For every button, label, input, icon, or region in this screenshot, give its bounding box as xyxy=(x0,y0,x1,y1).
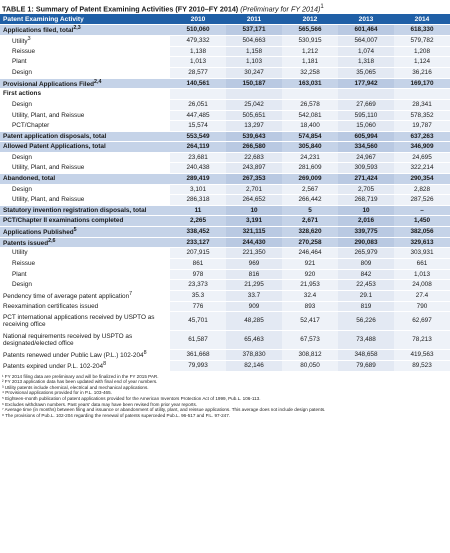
value-cell: 240,438 xyxy=(170,163,226,174)
value-cell xyxy=(170,89,226,100)
row-label-cell xyxy=(0,269,170,280)
row-label: Plant xyxy=(12,58,27,66)
row-label-cell xyxy=(0,227,170,238)
value-cell: 816 xyxy=(226,269,282,280)
table-row xyxy=(0,99,450,110)
row-label-footnote-ref: 5 xyxy=(73,227,77,234)
value-cell: 23,373 xyxy=(170,280,226,291)
patent-activity-table xyxy=(0,14,450,371)
row-label-cell xyxy=(0,301,170,312)
row-label: Design xyxy=(12,153,32,161)
column-header-2014: 2014 xyxy=(394,14,450,25)
row-label-cell xyxy=(0,89,170,100)
value-cell: 303,931 xyxy=(394,248,450,259)
table-row xyxy=(0,227,450,238)
value-cell: 89,523 xyxy=(394,360,450,371)
value-cell: 334,560 xyxy=(338,142,394,153)
table-row xyxy=(0,350,450,361)
column-header-2012: 2012 xyxy=(282,14,338,25)
row-label-cell xyxy=(0,184,170,195)
value-cell: 265,979 xyxy=(338,248,394,259)
row-label-footnote-ref: 3 xyxy=(27,36,31,43)
table-title-sup: 1 xyxy=(320,4,324,10)
value-cell: 233,127 xyxy=(170,237,226,248)
value-cell: 553,549 xyxy=(170,131,226,142)
row-label: Provisional Applications Filed xyxy=(3,80,95,88)
row-label-cell xyxy=(0,36,170,47)
table-row xyxy=(0,174,450,185)
value-cell: 1,181 xyxy=(282,57,338,68)
table-row xyxy=(0,360,450,371)
value-cell: 1,138 xyxy=(170,46,226,57)
row-label: Utility, Plant, and Reissue xyxy=(12,196,85,204)
value-cell: 56,226 xyxy=(338,312,394,331)
value-cell: 150,187 xyxy=(226,78,282,89)
value-cell: 244,430 xyxy=(226,237,282,248)
table-row xyxy=(0,290,450,301)
table-row xyxy=(0,269,450,280)
value-cell: 921 xyxy=(282,259,338,270)
table-row xyxy=(0,25,450,36)
value-cell: 637,263 xyxy=(394,131,450,142)
value-cell: 24,695 xyxy=(394,152,450,163)
table-row xyxy=(0,110,450,121)
table-row xyxy=(0,78,450,89)
footnotes xyxy=(0,372,450,419)
value-cell: 893 xyxy=(282,301,338,312)
value-cell: 447,485 xyxy=(170,110,226,121)
row-label: Reexamination certificates issued xyxy=(3,302,99,310)
row-label: Patents issued xyxy=(3,239,49,247)
row-label: Design xyxy=(12,100,32,108)
value-cell: 79,689 xyxy=(338,360,394,371)
value-cell: 2,705 xyxy=(338,184,394,195)
table-row xyxy=(0,68,450,79)
value-cell: 909 xyxy=(226,301,282,312)
row-label: PCT international applications received by USPTO as receiving office xyxy=(3,313,155,329)
value-cell: 270,258 xyxy=(282,237,338,248)
row-label-cell xyxy=(0,248,170,259)
column-header-2013: 2013 xyxy=(338,14,394,25)
value-cell xyxy=(338,89,394,100)
footnote: ¹ FY 2014 filing data are preliminary and will be finalized in the FY 2015 PAR. xyxy=(2,373,159,379)
row-label: Patents expired under P.L. 102-204 xyxy=(3,363,104,371)
value-cell: 264,119 xyxy=(170,142,226,153)
value-cell: 140,561 xyxy=(170,78,226,89)
row-label-cell xyxy=(0,312,170,331)
value-cell: 36,216 xyxy=(394,68,450,79)
value-cell: 1,212 xyxy=(282,46,338,57)
row-label-footnote-ref: 2,3 xyxy=(73,25,81,32)
footnote: ⁷ Average time (in months) between filing and issuance or abandonment of utility, plant, and reissue applications. This average does not include design patents. xyxy=(2,407,326,413)
value-cell: 26,578 xyxy=(282,99,338,110)
value-cell: 82,146 xyxy=(226,360,282,371)
value-cell: 969 xyxy=(226,259,282,270)
value-cell: 15,574 xyxy=(170,121,226,132)
value-cell: 419,563 xyxy=(394,350,450,361)
row-label: Plant xyxy=(12,270,27,278)
value-cell: 809 xyxy=(338,259,394,270)
value-cell: 35,065 xyxy=(338,68,394,79)
value-cell: 2,567 xyxy=(282,184,338,195)
table-row xyxy=(0,89,450,100)
value-cell: 27.4 xyxy=(394,290,450,301)
row-label: Patent application disposals, total xyxy=(3,132,107,140)
value-cell: 776 xyxy=(170,301,226,312)
value-cell: 1,318 xyxy=(338,57,394,68)
value-cell xyxy=(226,89,282,100)
row-label: First actions xyxy=(3,90,41,98)
table-row xyxy=(0,205,450,216)
value-cell: 163,031 xyxy=(282,78,338,89)
value-cell: 26,051 xyxy=(170,99,226,110)
value-cell: 1,158 xyxy=(226,46,282,57)
value-cell: 246,464 xyxy=(282,248,338,259)
row-label: National requirements received by USPTO as designated/elected office xyxy=(3,332,133,348)
table-row xyxy=(0,237,450,248)
table-row xyxy=(0,248,450,259)
row-label-cell xyxy=(0,68,170,79)
value-cell: 842 xyxy=(338,269,394,280)
table-row xyxy=(0,259,450,270)
value-cell: 505,651 xyxy=(226,110,282,121)
row-label: Design xyxy=(12,185,32,193)
table-row xyxy=(0,163,450,174)
row-label-cell xyxy=(0,350,170,361)
table-row xyxy=(0,152,450,163)
table-row xyxy=(0,280,450,291)
row-label-cell xyxy=(0,152,170,163)
value-cell: 24,967 xyxy=(338,152,394,163)
value-cell: 3,191 xyxy=(226,216,282,227)
value-cell: 243,897 xyxy=(226,163,282,174)
row-label-cell xyxy=(0,331,170,350)
row-label: Applications filed, total xyxy=(3,27,74,35)
table-row xyxy=(0,312,450,331)
value-cell: 67,573 xyxy=(282,331,338,350)
row-label-cell xyxy=(0,216,170,227)
table-row xyxy=(0,121,450,132)
value-cell: 601,464 xyxy=(338,25,394,36)
table-title-note: (Preliminary for FY 2014) xyxy=(240,4,321,14)
footnote: ⁵ Eighteen-month publication of patent applications provided for the American Inventors Protection Act of 1999, Pub.L. 106-113. xyxy=(2,395,261,401)
value-cell: 290,354 xyxy=(394,174,450,185)
value-cell: 978 xyxy=(170,269,226,280)
value-cell: 21,953 xyxy=(282,280,338,291)
value-cell: 29.1 xyxy=(338,290,394,301)
value-cell: 321,115 xyxy=(226,227,282,238)
value-cell: 271,424 xyxy=(338,174,394,185)
footnote: ⁸ The provisions of Pub.L. 102-204 regarding the renewal of patents superceded Pub.L. 96-517 and P.L. 97-247. xyxy=(2,412,231,418)
table-row xyxy=(0,195,450,206)
value-cell: 537,171 xyxy=(226,25,282,36)
value-cell: 21,295 xyxy=(226,280,282,291)
value-cell xyxy=(394,89,450,100)
row-label: PCT/Chapter xyxy=(12,122,50,130)
row-label-cell xyxy=(0,121,170,132)
value-cell: 78,213 xyxy=(394,331,450,350)
row-label-footnote-ref: 8 xyxy=(143,350,147,357)
value-cell: 618,330 xyxy=(394,25,450,36)
value-cell: 80,050 xyxy=(282,360,338,371)
value-cell: 289,419 xyxy=(170,174,226,185)
table-row xyxy=(0,216,450,227)
table-row xyxy=(0,184,450,195)
value-cell: 2,671 xyxy=(282,216,338,227)
row-label: Utility xyxy=(12,249,28,257)
row-label-cell xyxy=(0,163,170,174)
row-label-cell xyxy=(0,290,170,301)
row-label-footnote-ref: 2,4 xyxy=(94,78,102,85)
value-cell: 564,007 xyxy=(338,36,394,47)
table-row xyxy=(0,142,450,153)
value-cell: 920 xyxy=(282,269,338,280)
value-cell: 542,081 xyxy=(282,110,338,121)
value-cell: 52,417 xyxy=(282,312,338,331)
value-cell: 2,016 xyxy=(338,216,394,227)
value-cell: 19,787 xyxy=(394,121,450,132)
value-cell: 790 xyxy=(394,301,450,312)
value-cell: 18,400 xyxy=(282,121,338,132)
value-cell: 45,701 xyxy=(170,312,226,331)
value-cell: 308,812 xyxy=(282,350,338,361)
value-cell xyxy=(282,89,338,100)
value-cell: 32.4 xyxy=(282,290,338,301)
table-row xyxy=(0,46,450,57)
value-cell: 382,056 xyxy=(394,227,450,238)
value-cell: 346,909 xyxy=(394,142,450,153)
value-cell: 595,110 xyxy=(338,110,394,121)
value-cell: – xyxy=(394,205,450,216)
footnote: ⁶ Excludes withdrawn numbers. Past years' data may have been revised from prior year reports. xyxy=(2,401,198,407)
row-label-cell xyxy=(0,360,170,371)
value-cell: 15,060 xyxy=(338,121,394,132)
value-cell: 565,566 xyxy=(282,25,338,36)
value-cell: 861 xyxy=(170,259,226,270)
value-cell: 305,840 xyxy=(282,142,338,153)
row-label-cell xyxy=(0,237,170,248)
value-cell: 24,231 xyxy=(282,152,338,163)
value-cell: 32,258 xyxy=(282,68,338,79)
row-label-cell xyxy=(0,280,170,291)
value-cell: 48,285 xyxy=(226,312,282,331)
row-label-cell xyxy=(0,25,170,36)
value-cell: 35.3 xyxy=(170,290,226,301)
value-cell: 539,643 xyxy=(226,131,282,142)
row-label-footnote-ref: 7 xyxy=(129,290,133,297)
row-label-cell xyxy=(0,142,170,153)
value-cell: 309,593 xyxy=(338,163,394,174)
value-cell: 287,526 xyxy=(394,195,450,206)
value-cell: 281,609 xyxy=(282,163,338,174)
value-cell: 578,352 xyxy=(394,110,450,121)
row-label: Utility, Plant, and Reissue xyxy=(12,111,85,119)
value-cell: 530,915 xyxy=(282,36,338,47)
row-label-cell xyxy=(0,57,170,68)
table-row xyxy=(0,301,450,312)
value-cell: 290,083 xyxy=(338,237,394,248)
row-label: PCT/Chapter II examinations completed xyxy=(3,217,124,225)
value-cell: 207,915 xyxy=(170,248,226,259)
value-cell: 23,681 xyxy=(170,152,226,163)
row-label-cell xyxy=(0,131,170,142)
value-cell: 479,332 xyxy=(170,36,226,47)
row-label: Reissue xyxy=(12,47,36,55)
value-cell: 286,318 xyxy=(170,195,226,206)
row-label: Utility, Plant, and Reissue xyxy=(12,164,85,172)
row-label: Abandoned, total xyxy=(3,175,56,183)
value-cell: 10 xyxy=(226,205,282,216)
value-cell: 62,697 xyxy=(394,312,450,331)
row-label-cell xyxy=(0,259,170,270)
value-cell: 339,775 xyxy=(338,227,394,238)
value-cell: 1,013 xyxy=(170,57,226,68)
row-label-cell xyxy=(0,78,170,89)
value-cell: 1,124 xyxy=(394,57,450,68)
value-cell: 267,353 xyxy=(226,174,282,185)
value-cell: 504,663 xyxy=(226,36,282,47)
value-cell: 266,580 xyxy=(226,142,282,153)
value-cell: 73,488 xyxy=(338,331,394,350)
value-cell: 25,042 xyxy=(226,99,282,110)
value-cell: 2,265 xyxy=(170,216,226,227)
value-cell: 661 xyxy=(394,259,450,270)
row-label-cell xyxy=(0,46,170,57)
table-header-row xyxy=(0,14,450,25)
value-cell: 28,341 xyxy=(394,99,450,110)
value-cell: 378,830 xyxy=(226,350,282,361)
value-cell: 30,247 xyxy=(226,68,282,79)
value-cell: 269,009 xyxy=(282,174,338,185)
value-cell: 574,854 xyxy=(282,131,338,142)
value-cell: 10 xyxy=(338,205,394,216)
value-cell: 79,993 xyxy=(170,360,226,371)
value-cell: 322,214 xyxy=(394,163,450,174)
row-label-cell xyxy=(0,110,170,121)
value-cell: 61,587 xyxy=(170,331,226,350)
value-cell: 3,101 xyxy=(170,184,226,195)
table-row xyxy=(0,57,450,68)
value-cell: 328,620 xyxy=(282,227,338,238)
value-cell: 268,719 xyxy=(338,195,394,206)
value-cell: 22,683 xyxy=(226,152,282,163)
row-label: Design xyxy=(12,69,32,77)
footnote: ³ Utility patents include chemical, electrical and mechanical applications. xyxy=(2,384,149,390)
table-title-text: Summary of Patent Examining Activities (FY 2010–FY 2014) xyxy=(35,4,239,14)
row-label: Allowed Patent Applications, total xyxy=(3,143,106,151)
value-cell: 11 xyxy=(170,205,226,216)
row-label: Pendency time of average patent application xyxy=(3,292,130,300)
value-cell: 1,208 xyxy=(394,46,450,57)
row-label-cell xyxy=(0,205,170,216)
value-cell: 169,170 xyxy=(394,78,450,89)
row-label: Utility xyxy=(12,38,28,46)
row-label-cell xyxy=(0,195,170,206)
value-cell: 1,103 xyxy=(226,57,282,68)
column-header-2011: 2011 xyxy=(226,14,282,25)
table-body xyxy=(0,25,450,371)
value-cell: 819 xyxy=(338,301,394,312)
value-cell: 605,994 xyxy=(338,131,394,142)
row-label: Patents renewed under Public Law (P.L.) 102-204 xyxy=(3,352,144,360)
value-cell: 33.7 xyxy=(226,290,282,301)
value-cell: 1,450 xyxy=(394,216,450,227)
value-cell: 2,828 xyxy=(394,184,450,195)
row-label: Applications Published xyxy=(3,229,74,237)
table-title xyxy=(0,3,450,13)
column-header-activity: Patent Examining Activity xyxy=(0,14,170,25)
value-cell: 1,074 xyxy=(338,46,394,57)
footnote: ⁴ Provisional applications provided for in P.L. 103-465. xyxy=(2,390,112,396)
value-cell: 22,453 xyxy=(338,280,394,291)
value-cell: 348,658 xyxy=(338,350,394,361)
value-cell: 266,442 xyxy=(282,195,338,206)
value-cell: 579,782 xyxy=(394,36,450,47)
value-cell: 338,452 xyxy=(170,227,226,238)
value-cell: 65,463 xyxy=(226,331,282,350)
table-row xyxy=(0,131,450,142)
footnote: ² FY 2013 application data has been updated with final end of year numbers. xyxy=(2,379,158,385)
value-cell: 177,942 xyxy=(338,78,394,89)
row-label-footnote-ref: 8 xyxy=(103,360,107,367)
row-label-cell xyxy=(0,174,170,185)
table-row xyxy=(0,331,450,350)
value-cell: 361,668 xyxy=(170,350,226,361)
row-label-footnote-ref: 2,6 xyxy=(48,237,56,244)
value-cell: 27,669 xyxy=(338,99,394,110)
value-cell: 5 xyxy=(282,205,338,216)
value-cell: 221,350 xyxy=(226,248,282,259)
row-label: Reissue xyxy=(12,260,36,268)
row-label: Design xyxy=(12,281,32,289)
value-cell: 329,613 xyxy=(394,237,450,248)
column-header-2010: 2010 xyxy=(170,14,226,25)
value-cell: 13,297 xyxy=(226,121,282,132)
value-cell: 1,013 xyxy=(394,269,450,280)
value-cell: 28,577 xyxy=(170,68,226,79)
table-label: TABLE 1: xyxy=(2,4,34,14)
value-cell: 24,008 xyxy=(394,280,450,291)
row-label-cell xyxy=(0,99,170,110)
table-row xyxy=(0,36,450,47)
value-cell: 264,652 xyxy=(226,195,282,206)
value-cell: 510,060 xyxy=(170,25,226,36)
value-cell: 2,701 xyxy=(226,184,282,195)
row-label: Statutory invention registration disposals, total xyxy=(3,206,147,214)
